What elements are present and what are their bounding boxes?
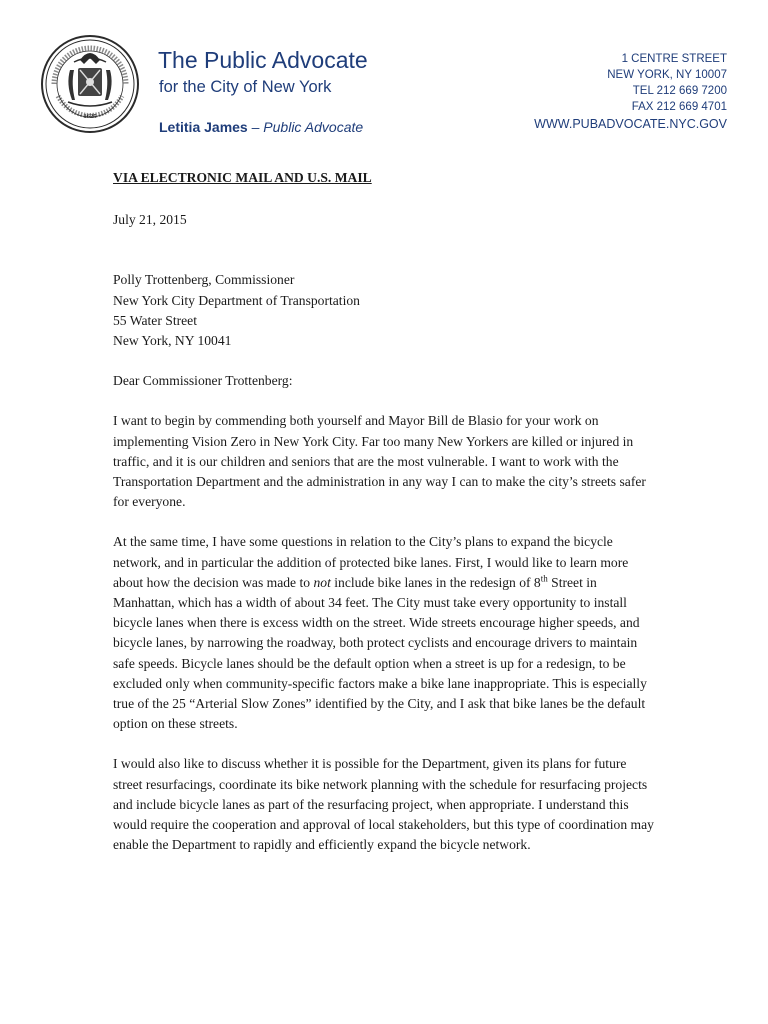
seal-year: 1625 [83,113,97,120]
paragraph-1: I want to begin by commending both yourself and Mayor Bill de Blasio for your work on implementing Vision Zero in New York City. Far too many New Yorkers are killed or injured in traffic, and it is our children and seniors that are the most vulnerable. I want to work with the Transportation Department and the administration in any way I can to make the city’s streets safer for everyone. [113,413,646,510]
contact-city: NEW YORK, NY 10007 [607,69,727,81]
contact-street: 1 CENTRE STREET [621,53,727,65]
officeholder-role: Public Advocate [263,119,364,135]
officeholder-name: Letitia James [159,119,248,135]
contact-tel: TEL 212 669 7200 [632,85,727,97]
office-subtitle: for the City of New York [159,78,332,96]
officeholder-separator: – [247,119,264,135]
contact-website-link[interactable]: WWW.PUBADVOCATE.NYC.GOV [534,117,727,131]
paragraph-2-part-2: include bike lanes in the redesign of 8 [330,574,541,590]
letter-body [113,168,658,855]
paragraph-2-part-3: Street in Manhattan, which has a width of about 34 feet. The City must take every opportunity to install bicycle lanes when there is excess width on the street. Wide streets encourage higher speeds, and bicycle lanes, by narrowing the roadway, both protect cyclists and encourage drivers to maintain safe speeds. Bicycle lanes should be the default option when a street is up for a redesign, to be excluded only when community-specific factors make a bike lane inappropriate. This is especially true of the 25 “Arterial Slow Zones” identified by the City, and I ask that bike lanes be the default option on these streets. [113,574,647,732]
recipient-city: New York, NY 10041 [113,333,232,349]
letter-date: July 21, 2015 [113,212,187,228]
recipient-name: Polly Trottenberg, Commissioner [113,272,295,288]
paragraph-2-part-1: At the same time, I have some questions in relation to the City’s plans to expand the bicycle network, and in particular the addition of protected bike lanes. First, I would like to learn more about how the decision was made to [113,534,629,590]
paragraph-3: I would also like to discuss whether it is possible for the Department, given its plans for future street resurfacings, coordinate its bike network planning with the schedule for resurfacing projects and include bicycle lanes as part of the resurfacing project, when appropriate. I understand this would require the cooperation and approval of local stakeholders, but this type of coordination may enable the Department to rapidly and efficiently expand the bicycle network. [113,756,654,853]
recipient-street: 55 Water Street [113,312,197,328]
salutation: Dear Commissioner Trottenberg: [113,373,293,389]
recipient-address [113,270,658,351]
contact-block [534,51,727,132]
contact-fax: FAX 212 669 4701 [631,101,727,113]
paragraph-2-superscript: th [540,573,548,584]
recipient-organization: New York City Department of Transportation [113,292,360,308]
officeholder-line [159,118,363,136]
paragraph-2-emphasis: not [313,574,331,590]
nyc-seal-icon [40,34,140,134]
delivery-method: VIA ELECTRONIC MAIL AND U.S. MAIL [113,170,372,185]
office-title: The Public Advocate [158,47,368,73]
paragraph-2 [113,532,658,734]
